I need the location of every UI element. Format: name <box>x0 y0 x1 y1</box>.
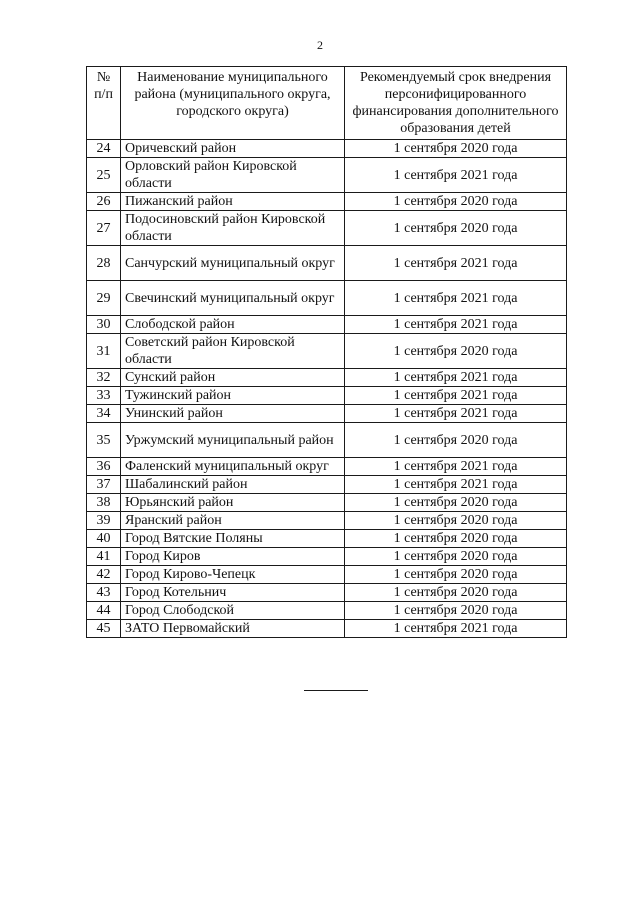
table-row <box>87 494 567 512</box>
header-num: № п/п <box>87 67 121 140</box>
row-name: Санчурский муниципальный округ <box>121 246 345 281</box>
row-date: 1 сентября 2020 года <box>345 584 567 602</box>
table-row <box>87 334 567 369</box>
municipal-table <box>86 66 567 638</box>
row-num: 39 <box>87 512 121 530</box>
table-row <box>87 423 567 458</box>
row-name: Пижанский район <box>121 193 345 211</box>
row-date: 1 сентября 2021 года <box>345 369 567 387</box>
row-name: Унинский район <box>121 405 345 423</box>
row-num: 38 <box>87 494 121 512</box>
row-num: 35 <box>87 423 121 458</box>
table-row <box>87 246 567 281</box>
row-name: Слободской район <box>121 316 345 334</box>
table-row <box>87 193 567 211</box>
row-num: 41 <box>87 548 121 566</box>
table-row <box>87 281 567 316</box>
row-date: 1 сентября 2020 года <box>345 566 567 584</box>
row-num: 30 <box>87 316 121 334</box>
row-date: 1 сентября 2021 года <box>345 246 567 281</box>
row-date: 1 сентября 2021 года <box>345 316 567 334</box>
row-name: Оричевский район <box>121 140 345 158</box>
row-date: 1 сентября 2020 года <box>345 211 567 246</box>
table-row <box>87 530 567 548</box>
row-name: Фаленский муниципальный округ <box>121 458 345 476</box>
table-row <box>87 566 567 584</box>
row-num: 36 <box>87 458 121 476</box>
row-date: 1 сентября 2020 года <box>345 334 567 369</box>
row-name: Город Киров <box>121 548 345 566</box>
row-date: 1 сентября 2020 года <box>345 193 567 211</box>
row-name: Яранский район <box>121 512 345 530</box>
row-date: 1 сентября 2021 года <box>345 387 567 405</box>
table-row <box>87 548 567 566</box>
row-num: 25 <box>87 158 121 193</box>
table-row <box>87 316 567 334</box>
row-name: ЗАТО Первомайский <box>121 620 345 638</box>
table-body <box>87 140 567 638</box>
row-date: 1 сентября 2020 года <box>345 530 567 548</box>
table-row <box>87 140 567 158</box>
row-num: 43 <box>87 584 121 602</box>
row-date: 1 сентября 2020 года <box>345 512 567 530</box>
row-date: 1 сентября 2020 года <box>345 140 567 158</box>
table-row <box>87 476 567 494</box>
row-num: 31 <box>87 334 121 369</box>
row-date: 1 сентября 2021 года <box>345 476 567 494</box>
table-row <box>87 584 567 602</box>
table-header <box>87 67 567 140</box>
row-name: Свечинский муниципальный округ <box>121 281 345 316</box>
row-date: 1 сентября 2020 года <box>345 494 567 512</box>
row-num: 45 <box>87 620 121 638</box>
table-row <box>87 620 567 638</box>
row-num: 32 <box>87 369 121 387</box>
row-num: 29 <box>87 281 121 316</box>
table-row <box>87 458 567 476</box>
row-name: Шабалинский район <box>121 476 345 494</box>
row-name: Юрьянский район <box>121 494 345 512</box>
row-num: 28 <box>87 246 121 281</box>
table-row <box>87 158 567 193</box>
row-num: 26 <box>87 193 121 211</box>
row-num: 44 <box>87 602 121 620</box>
row-name: Сунский район <box>121 369 345 387</box>
end-divider-line <box>304 690 368 691</box>
row-date: 1 сентября 2021 года <box>345 620 567 638</box>
row-num: 33 <box>87 387 121 405</box>
row-num: 34 <box>87 405 121 423</box>
table-row <box>87 512 567 530</box>
row-num: 42 <box>87 566 121 584</box>
table-row <box>87 602 567 620</box>
row-name: Город Кирово-Чепецк <box>121 566 345 584</box>
row-num: 27 <box>87 211 121 246</box>
row-name: Советский район Кировской области <box>121 334 345 369</box>
page-number: 2 <box>317 38 323 52</box>
row-date: 1 сентября 2021 года <box>345 158 567 193</box>
row-name: Подосиновский район Кировской области <box>121 211 345 246</box>
table-row <box>87 211 567 246</box>
row-date: 1 сентября 2020 года <box>345 423 567 458</box>
header-name: Наименование муниципального района (муниципального округа, городского округа) <box>121 67 345 140</box>
row-date: 1 сентября 2021 года <box>345 458 567 476</box>
table-row <box>87 387 567 405</box>
table-row <box>87 369 567 387</box>
row-name: Город Вятские Поляны <box>121 530 345 548</box>
row-name: Тужинский район <box>121 387 345 405</box>
row-date: 1 сентября 2020 года <box>345 602 567 620</box>
row-date: 1 сентября 2021 года <box>345 405 567 423</box>
header-date: Рекомендуемый срок внедрения персонифицированного финансирования дополнительного образования детей <box>345 67 567 140</box>
row-name: Уржумский муниципальный район <box>121 423 345 458</box>
row-date: 1 сентября 2020 года <box>345 548 567 566</box>
row-name: Город Слободской <box>121 602 345 620</box>
table-row <box>87 405 567 423</box>
row-num: 40 <box>87 530 121 548</box>
row-num: 37 <box>87 476 121 494</box>
row-date: 1 сентября 2021 года <box>345 281 567 316</box>
row-name: Город Котельнич <box>121 584 345 602</box>
row-name: Орловский район Кировской области <box>121 158 345 193</box>
row-num: 24 <box>87 140 121 158</box>
